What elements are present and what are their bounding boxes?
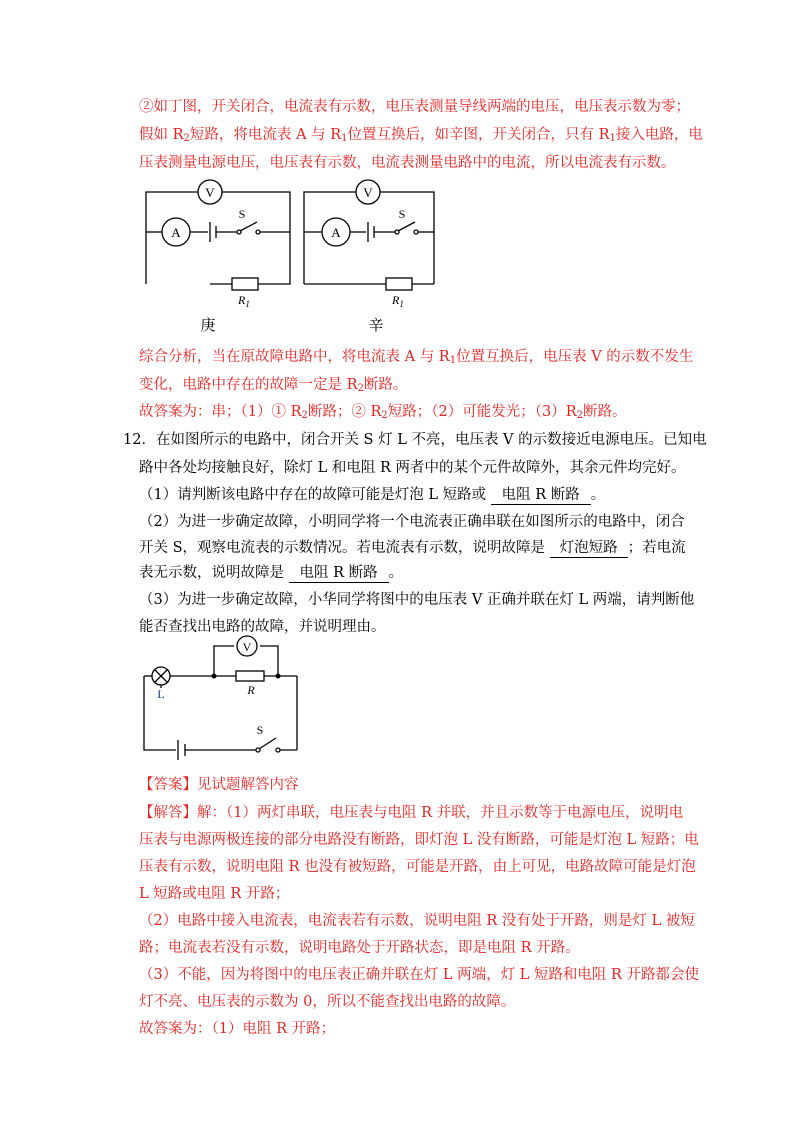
solution-line-9: 故答案为：（1）电阻 R 开路； (139, 1021, 336, 1037)
answer-blank-3: 电阻 R 断路 (289, 564, 389, 583)
solution-line-7: （3）不能，因为将图中的电压表正确并联在灯 L 两端，灯 L 短路和电阻 R 开路都会使 (139, 967, 700, 983)
answer-blank-2: 灯泡短路 (550, 539, 628, 558)
q12-part1: （1）请判断该电路中存在的故障可能是灯泡 L 短路或 电阻 R 断路 。 (139, 487, 606, 503)
prev-answer-line-1: ②如丁图，开关闭合，电流表有示数，电压表测量导线两端的电压，电压表示数为零； (139, 99, 690, 115)
q12-part2-line-2: 开关 S，观察电流表的示数情况。若电流表有示数，说明故障是 灯泡短路 ；若电流 (139, 540, 686, 556)
answer-blank-1: 电阻 R 断路 (491, 486, 591, 505)
voltmeter-label: V (205, 185, 215, 200)
q12-part3-line-2: 能否查找出电路的故障，并说明理由。 (139, 619, 386, 635)
q12-part2-line-3: 表无示数，说明故障是 电阻 R 断路 。 (139, 565, 404, 581)
solution-line-2: 压表与电源两极连接的部分电路没有断路，即灯泡 L 没有断路，可能是灯泡 L 短路；电 (139, 832, 699, 848)
summary-line-1: 综合分析，当在原故障电路中，将电流表 A 与 $R_1$位置互换后，电压表 V 的示数不发生 (139, 349, 694, 366)
lamp-label: L (157, 687, 165, 701)
prev-answer-line-2: 假如 $R_2$短路，将电流表 A 与 $R_1$位置互换后，如辛图，开关闭合，只有 $R_1$接入电路，电 (139, 127, 703, 144)
answer-tag: 【答案】 (139, 777, 197, 793)
q12-stem-line-1: 12．在如图所示的电路中，闭合开关 S 灯 L 不亮，电压表 V 的示数接近电源电压。已知电 (123, 432, 707, 448)
circuit-diagram-xin (298, 176, 448, 336)
ammeter-label: A (331, 225, 341, 240)
circuit-diagram-q12 (138, 630, 308, 760)
resistor-label: $R_1$ (238, 293, 250, 309)
resistor-label: $R_1$ (392, 293, 404, 309)
diagram-caption-xin: 辛 (368, 318, 384, 334)
summary-answer: 故答案为：串；（1）① $R_2$断路；② $R_2$短路；（2）可能发光；$(3)R_2$断路。 (139, 404, 627, 421)
solution-line-8: 灯不亮、电压表的示数为 0，所以不能查找出电路的故障。 (139, 994, 516, 1010)
answer-line: 【答案】见试题解答内容 (139, 777, 299, 793)
prev-answer-line-3: 压表测量电源电压，电压表有示数，电流表测量电路中的电流，所以电流表有示数。 (139, 155, 676, 171)
ammeter-label: A (171, 225, 181, 240)
voltmeter-label: V (242, 640, 252, 654)
q12-part3-line-1: （3）为进一步确定故障，小华同学将图中的电压表 V 正确并联在灯 L 两端，请判断他 (139, 592, 695, 608)
resistor-label: R (247, 683, 255, 697)
voltmeter-label: V (363, 185, 373, 200)
q12-stem-line-2: 路中各处均接触良好，除灯 L 和电阻 R 两者中的某个元件故障外，其余元件均完好。 (139, 460, 686, 476)
summary-line-2: 变化，电路中存在的故障一定是 $R_2$断路。 (139, 377, 408, 394)
diagram-caption-geng: 庚 (200, 318, 216, 334)
switch-label: S (256, 723, 264, 737)
solution-tag: 【解答】 (139, 805, 197, 821)
solution-line-4: L 短路或电阻 R 开路； (139, 886, 290, 902)
solution-line-1: 【解答】解：（1）两灯串联，电压表与电阻 R 并联，并且示数等于电源电压，说明电 (139, 805, 684, 821)
switch-label: S (398, 207, 406, 221)
solution-line-3: 压表有示数，说明电阻 R 也没有被短路，可能是开路，由上可见，电路故障可能是灯泡 (139, 859, 696, 875)
solution-line-5: （2）电路中接入电流表，电流表若有示数，说明电阻 R 没有处于开路，则是灯 L 被短 (139, 913, 695, 929)
solution-line-6: 路；电流表若没有示数，说明电路处于开路状态，即是电阻 R 开路。 (139, 940, 580, 956)
q12-part2-line-1: （2）为进一步确定故障，小明同学将一个电流表正确串联在如图所示的电路中，闭合 (139, 514, 685, 530)
switch-label: S (238, 207, 246, 221)
circuit-diagram-geng (140, 176, 300, 336)
